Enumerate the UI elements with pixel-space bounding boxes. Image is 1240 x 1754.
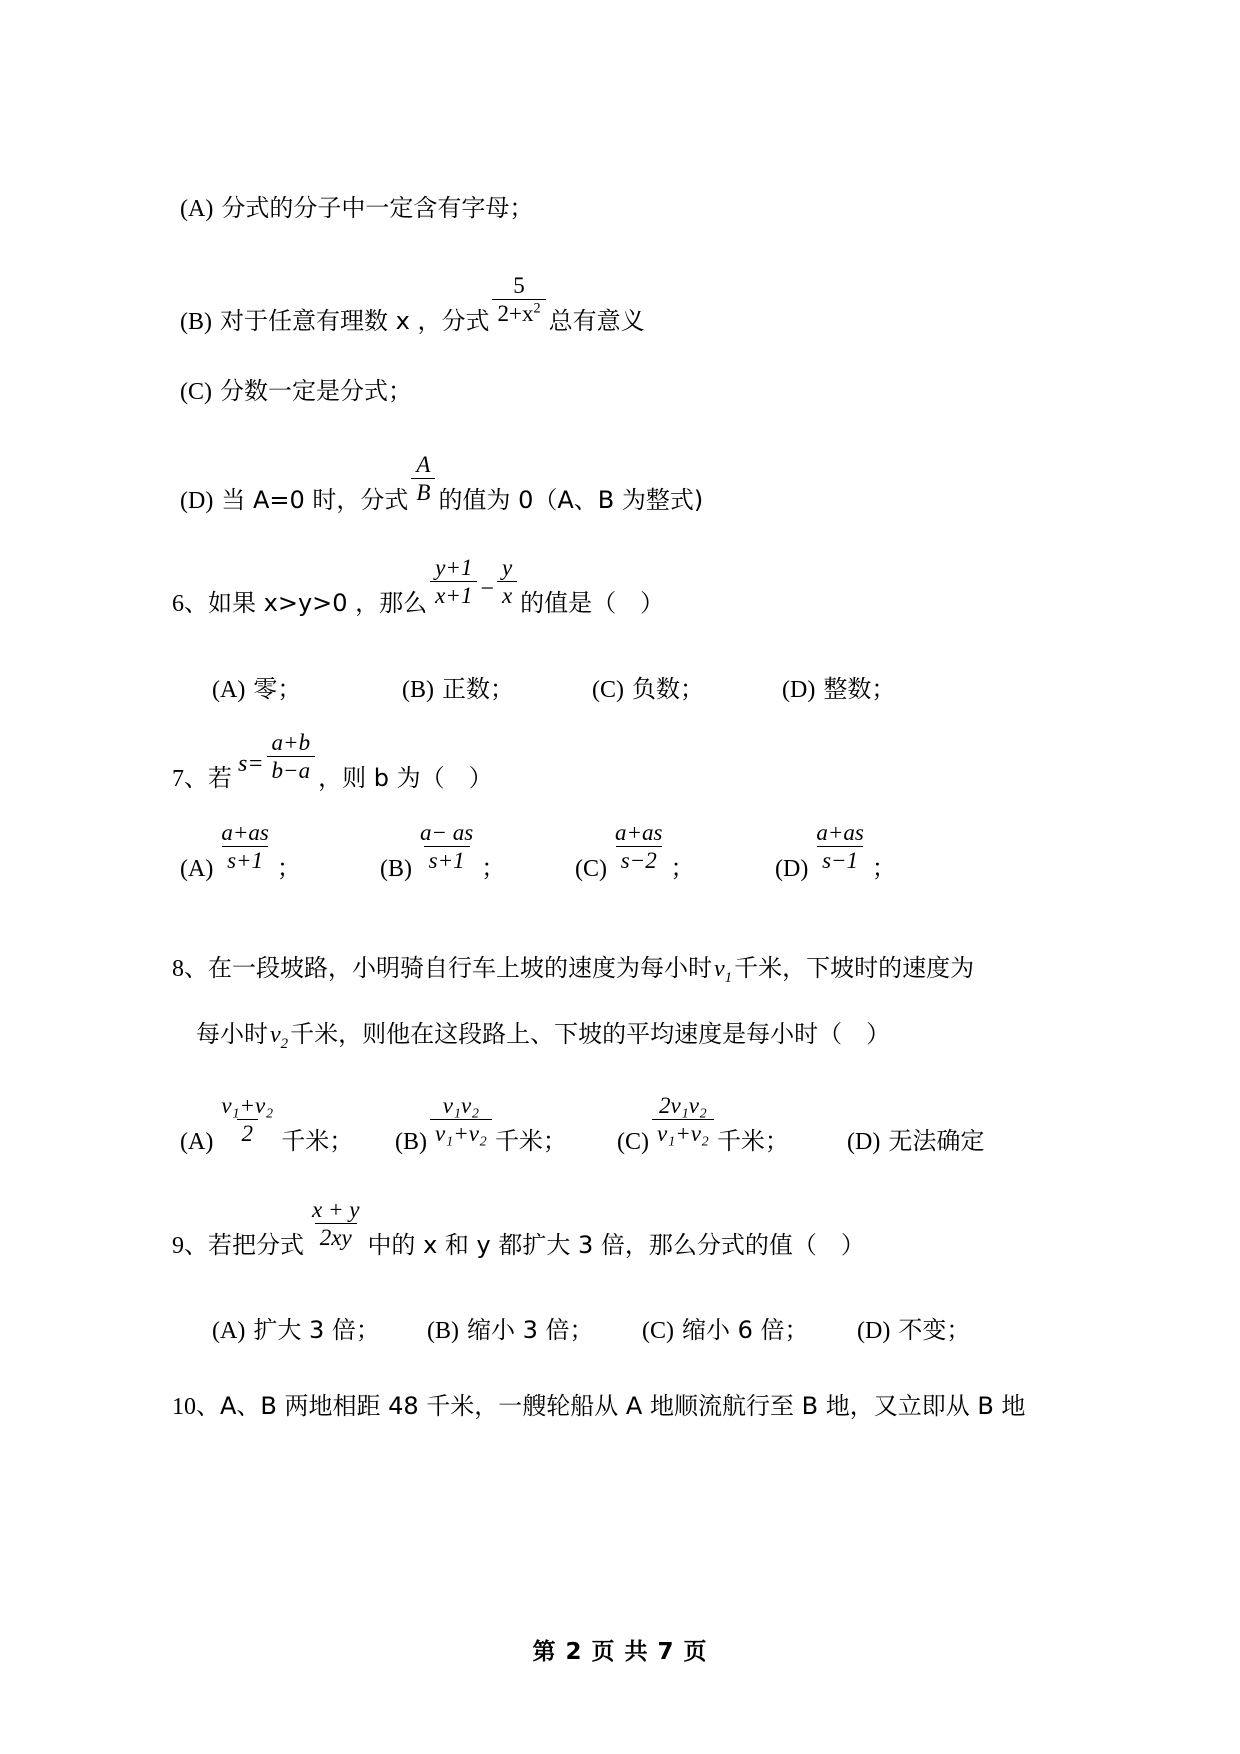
denominator-base: 2+x (497, 301, 534, 327)
option-text-c: 分数一定是分式； (220, 377, 412, 405)
question-9-text-before: 若把分式 (208, 1231, 304, 1260)
fraction-denominator: s+1 (222, 846, 268, 873)
option-label: (D) (782, 677, 816, 703)
option-label: (D) (847, 1129, 881, 1156)
option-label: (B) (402, 677, 434, 703)
option-text: 整数； (823, 675, 896, 703)
fraction-numerator: a+as (816, 820, 864, 846)
option-fraction (811, 821, 868, 873)
option-b-text-before: 对于任意有理数 x ，分式 (220, 307, 490, 336)
question-7-number: 7、 (172, 766, 208, 793)
fraction-numerator: 2v₁v₂ (659, 1093, 707, 1119)
option-label: (C) (575, 856, 607, 883)
option-label-b: (B) (180, 309, 212, 336)
option-text: 缩小 3 倍； (467, 1316, 594, 1344)
question-8-line2-before: 每小时 (196, 1020, 268, 1048)
fraction-denominator: v₁+v₂ (652, 1119, 714, 1146)
option-label-d: (D) (180, 488, 214, 515)
option-text: 不变； (898, 1316, 971, 1344)
option-d-text-before: 当 A=0 时，分式 (221, 486, 409, 515)
question-9-text-after: 中的 x 和 y 都扩大 3 倍，那么分式的值（ ） (367, 1231, 865, 1260)
question-7-options (180, 795, 896, 919)
question-10-number: 10、 (172, 1394, 220, 1420)
option-text: 正数； (442, 675, 514, 703)
question-8-line1-after: 千米，下坡时的速度为 (734, 954, 975, 982)
fraction-numerator: v₁+v₂ (221, 1093, 274, 1119)
fraction-denominator (492, 299, 545, 326)
option-tail: 千米； (716, 1127, 789, 1156)
question-6-text-after: 的值是（ ） (520, 589, 665, 618)
option-label: (B) (395, 1129, 427, 1156)
option-tail: 千米； (281, 1127, 354, 1156)
option-tail: ； (670, 854, 695, 883)
fraction-a-plus-b-over-b-minus-a (267, 731, 316, 783)
option-text: 负数； (632, 675, 704, 703)
option-label-a: (A) (180, 196, 214, 222)
option-fraction (415, 821, 478, 873)
variable-subscript: 2 (280, 1035, 289, 1052)
fraction-denominator: 2xy (315, 1223, 357, 1250)
fraction-numerator: v₁v₂ (442, 1093, 480, 1119)
question-10 (172, 1350, 1025, 1457)
option-text: 扩大 3 倍； (253, 1316, 380, 1344)
question-6-text-before: 如果 x>y>0 ，那么 (208, 589, 428, 618)
question-8-option-b (395, 1093, 617, 1156)
option-fraction (610, 821, 667, 873)
fraction-numerator: a+as (221, 820, 269, 846)
question-7-text-before: 若 (208, 764, 232, 793)
variable-base: v (270, 1022, 281, 1048)
denominator-exponent: 2 (533, 300, 541, 317)
option-fraction (430, 1094, 492, 1146)
fraction-numerator: A (416, 452, 431, 478)
question-7-option-a (180, 820, 380, 883)
fraction-numerator: x + y (312, 1197, 360, 1223)
question-7-option-b (380, 820, 575, 883)
fraction-denominator: x (497, 581, 517, 608)
variable-base: v (714, 956, 725, 982)
question-7-text-after: ，则 b 为（ ） (318, 764, 493, 793)
question-10-text: A、B 两地相距 48 千米，一艘轮船从 A 地顺流航行至 B 地，又立即从 B 地 (220, 1392, 1026, 1420)
option-tail: ； (871, 854, 896, 883)
question5-option-a (180, 152, 533, 259)
question-8-line2-after: 千米，则他在这段路上、下坡的平均速度是每小时（ ） (290, 1020, 891, 1048)
fraction-numerator: a− as (420, 820, 474, 846)
question-8-number: 8、 (172, 956, 208, 982)
question5-option-c (180, 335, 412, 442)
variable-v2 (270, 1022, 289, 1052)
option-fraction (652, 1094, 714, 1146)
question-6-option-c (560, 651, 750, 722)
option-label: (A) (212, 1318, 246, 1344)
fraction-denominator: s−1 (817, 846, 863, 873)
option-label: (A) (212, 677, 246, 703)
option-tail: ； (481, 854, 506, 883)
page-footer: 第 2 页 共 7 页 (532, 1639, 708, 1665)
option-label: (C) (592, 677, 624, 703)
option-fraction (216, 821, 273, 873)
fraction-numerator: y+1 (435, 555, 473, 581)
option-b-text-after: 总有意义 (548, 307, 645, 336)
question-6-number: 6、 (172, 591, 208, 618)
option-tail: 无法确定 (888, 1127, 985, 1156)
fraction-x-plus-y-over-2xy (307, 1198, 364, 1250)
option-text: 缩小 6 倍； (682, 1316, 809, 1344)
option-label: (C) (617, 1129, 649, 1156)
option-label: (A) (180, 1129, 214, 1156)
question-7-option-c (575, 820, 775, 883)
option-text: 零； (253, 675, 302, 703)
question-6-option-d (750, 651, 895, 722)
fraction-a-over-b (411, 453, 435, 505)
fraction-5-over-2-plus-x-squared (492, 274, 545, 326)
fraction-denominator: 2 (237, 1119, 259, 1146)
question-8-option-a (180, 1093, 395, 1156)
option-fraction (216, 1094, 278, 1146)
fraction-numerator: 5 (513, 273, 525, 299)
fraction-denominator: b−a (267, 756, 316, 783)
fraction-denominator: s−2 (616, 846, 662, 873)
fraction-numerator: a+as (615, 820, 663, 846)
option-label: (B) (380, 856, 412, 883)
fraction-y-over-x (497, 556, 517, 608)
option-tail: ； (276, 854, 301, 883)
question-8-line1-before: 在一段坡路，小明骑自行车上坡的速度为每小时 (208, 954, 712, 982)
fraction-denominator: v₁+v₂ (430, 1119, 492, 1146)
option-text-a: 分式的分子中一定含有字母； (221, 194, 534, 222)
variable-subscript: 1 (724, 969, 733, 986)
option-label: (D) (775, 856, 809, 883)
option-label-c: (C) (180, 379, 212, 405)
equation-lhs: s= (238, 751, 264, 778)
minus-operator: − (480, 576, 494, 603)
question-7-option-d (775, 820, 896, 883)
option-label: (C) (642, 1318, 674, 1344)
fraction-numerator: y (501, 555, 513, 581)
fraction-denominator: x+1 (430, 581, 477, 608)
fraction-denominator: s+1 (424, 846, 470, 873)
fraction-y-plus-1-over-x-plus-1 (430, 556, 477, 608)
option-d-text-after: 的值为 0（A、B 为整式) (438, 486, 704, 515)
option-label: (B) (427, 1318, 459, 1344)
fraction-numerator: a+b (271, 730, 311, 756)
fraction-denominator: B (411, 478, 435, 505)
option-label: (D) (857, 1318, 891, 1344)
option-tail: 千米； (494, 1127, 567, 1156)
question-8-option-d (847, 1121, 984, 1156)
question-8-option-c (617, 1093, 847, 1156)
option-label: (A) (180, 856, 214, 883)
question-9-number: 9、 (172, 1233, 208, 1260)
